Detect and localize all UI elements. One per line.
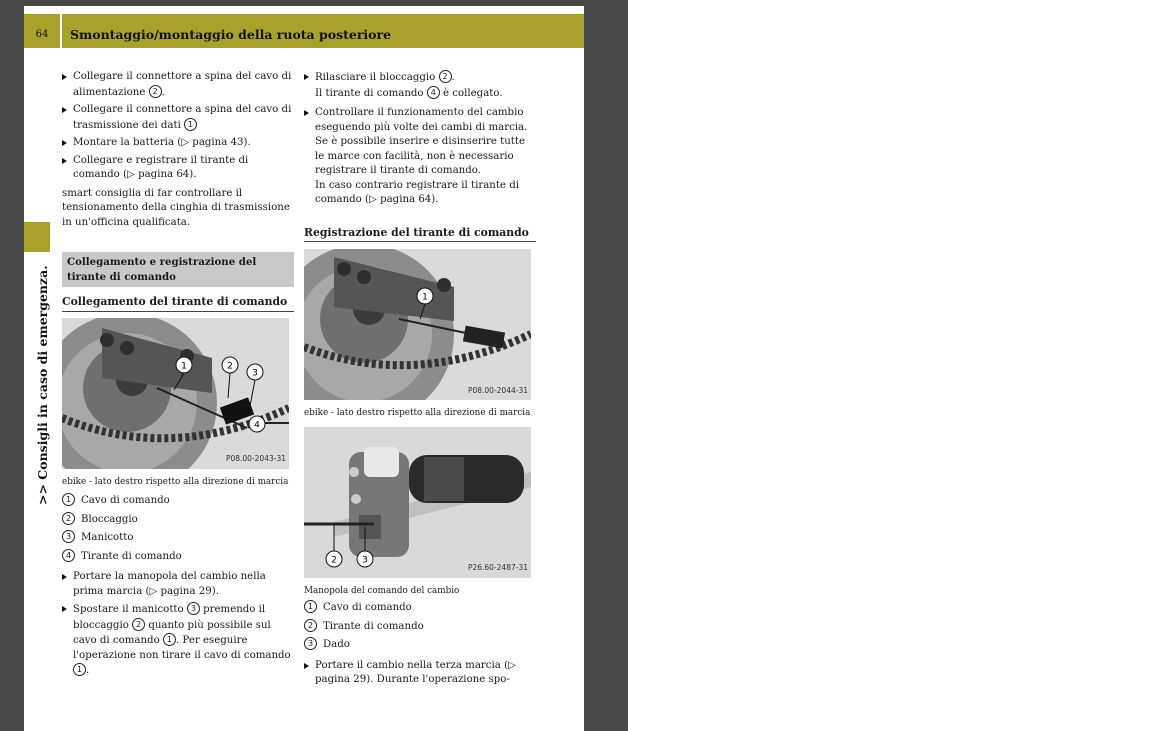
figure-code: P08.00-2044-31: [467, 385, 528, 395]
legend-number: 4: [62, 549, 75, 562]
svg-text:1: 1: [422, 292, 428, 303]
instruction-item: [62, 154, 294, 183]
instruction-text: . Per eseguire l'operazione non tirare il cavo di comando: [73, 635, 291, 661]
callout-ref: 1: [163, 633, 176, 646]
legend-list: [304, 600, 536, 653]
legend-number: 1: [304, 600, 317, 613]
legend-item: [304, 619, 536, 635]
legend-text: Manicotto: [81, 532, 134, 543]
instruction-text: Montare la batteria (▷ pagina 43).: [73, 137, 251, 148]
legend-number: 3: [62, 530, 75, 543]
figure-adjustment: [304, 249, 531, 400]
callouts-layer: [304, 427, 531, 578]
callout-1: [174, 357, 192, 390]
instruction-item: [62, 570, 294, 599]
svg-text:1: 1: [181, 361, 187, 371]
instruction-text: Se è possibile inserire e disinserire tutte le marce con facilità, non è necessario registrare il tirante di comando.: [315, 136, 526, 176]
subheading: Collegamento del tirante di comando: [62, 295, 294, 312]
instruction-text: Collegare il connettore a spina del cavo di trasmissione dei dati: [73, 104, 292, 131]
svg-text:3: 3: [252, 368, 258, 378]
legend-text: Dado: [323, 639, 350, 650]
legend-text: Bloccaggio: [81, 513, 138, 525]
page-header: [24, 14, 584, 48]
legend-item: [62, 493, 294, 509]
instruction-text: Spostare il manicotto: [73, 604, 187, 615]
instruction-text: Collegare e registrare il tirante di comando (▷ pagina 64).: [73, 154, 249, 180]
bullet-triangle-icon: [304, 663, 309, 669]
legend-item: [62, 549, 294, 565]
figure-code: P08.00-2043-31: [225, 454, 286, 463]
instruction-text: In caso contrario registrare il tirante di comando (▷ pagina 64).: [315, 179, 519, 205]
figure-rear-wheel-connection: [62, 318, 289, 469]
top-strip: [24, 0, 584, 6]
callout-ref: 3: [187, 602, 200, 615]
svg-text:4: 4: [254, 420, 260, 430]
instruction-text: Rilasciare il bloccaggio: [315, 72, 439, 83]
legend-number: 2: [304, 619, 317, 632]
figure-caption: ebike - lato destro rispetto alla direzione di marcia: [62, 476, 289, 487]
page-number: 64: [35, 29, 49, 40]
callout-ref: 4: [427, 86, 440, 99]
instruction-item: [62, 70, 294, 100]
instruction-item: [62, 103, 294, 133]
legend-number: 1: [62, 493, 75, 506]
callout-4: [249, 416, 265, 432]
instruction-text: quanto più possibile sul cavo di comando: [73, 619, 271, 646]
header-divider: [60, 14, 62, 48]
legend-item: [62, 512, 294, 528]
instruction-text: Portare la manopola del cambio nella prima marcia (▷ pagina 29).: [73, 571, 266, 597]
side-chapter-label: >> Consigli in caso di emergenza.: [35, 265, 50, 505]
bullet-triangle-icon: [62, 574, 67, 580]
instruction-text: premendo il bloccaggio: [73, 604, 266, 631]
callout-ref: 1: [73, 663, 86, 676]
instruction-text: .: [451, 72, 455, 83]
figure-code: P26.60-2487-31: [467, 563, 528, 572]
legend-text: Cavo di comando: [323, 602, 412, 613]
callouts-layer: [304, 249, 531, 400]
svg-text:3: 3: [362, 555, 368, 565]
callouts-layer: [62, 318, 289, 469]
side-tab-marker: [24, 222, 50, 252]
legend-text: Tirante di comando: [323, 620, 424, 632]
instruction-item: [304, 106, 536, 208]
bullet-triangle-icon: [62, 158, 67, 164]
callout-ref: 2: [149, 85, 162, 98]
instruction-text: .: [86, 665, 90, 676]
advice-note: smart consiglia di far controllare il tensionamento della cinghia di trasmissione in un'officina qualificata.: [62, 187, 290, 228]
callout-ref: 2: [132, 618, 145, 631]
instruction-text: Il tirante di comando: [315, 87, 427, 99]
subheading: Registrazione del tirante di comando: [304, 226, 536, 243]
svg-text:2: 2: [227, 361, 233, 371]
legend-item: [62, 530, 294, 546]
instruction-text: Controllare il funzionamento del cambio eseguendo più volte dei cambi di marcia.: [315, 107, 528, 133]
callout-2: [326, 525, 342, 567]
svg-text:2: 2: [331, 555, 337, 565]
instruction-item: [304, 70, 536, 101]
callout-ref: 2: [439, 70, 452, 83]
legend-item: [304, 637, 536, 653]
figure-caption: Manopola del comando del cambio: [304, 585, 460, 596]
bullet-triangle-icon: [62, 74, 67, 80]
instruction-item: [62, 136, 294, 151]
instruction-item: [304, 659, 536, 688]
bullet-triangle-icon: [304, 74, 309, 80]
instruction-text: Portare il cambio nella terza marcia (▷ pagina 29). Durante l'operazione spo-: [315, 659, 516, 685]
callout-3: [357, 527, 373, 567]
legend-number: 3: [304, 637, 317, 650]
bullet-triangle-icon: [62, 606, 67, 612]
instruction-text: .: [161, 86, 165, 98]
legend-number: 2: [62, 512, 75, 525]
legend-text: Tirante di comando: [81, 550, 182, 562]
figure-caption: ebike - lato destro rispetto alla direzione di marcia: [304, 408, 531, 418]
section-title-box: Collegamento e registrazione del tirante di comando: [62, 252, 294, 287]
bullet-triangle-icon: [304, 110, 309, 116]
instruction-text: è collegato.: [439, 87, 503, 99]
manual-page: [24, 0, 584, 731]
legend-text: Cavo di comando: [81, 495, 170, 506]
legend-item: [304, 600, 536, 616]
page-title: Smontaggio/montaggio della ruota posteriore: [70, 27, 392, 42]
figure-shift-grip: [304, 427, 531, 578]
bullet-triangle-icon: [62, 140, 67, 146]
legend-list: [62, 493, 294, 564]
left-column: [62, 70, 294, 682]
instruction-text: Collegare il connettore a spina del cavo di alimentazione: [73, 71, 292, 98]
callout-3: [247, 364, 263, 406]
callout-1: [417, 288, 433, 319]
callout-2: [222, 357, 238, 398]
instruction-item: [62, 602, 294, 679]
right-column: [304, 70, 536, 691]
bullet-triangle-icon: [62, 107, 67, 113]
callout-ref: 1: [184, 118, 197, 131]
